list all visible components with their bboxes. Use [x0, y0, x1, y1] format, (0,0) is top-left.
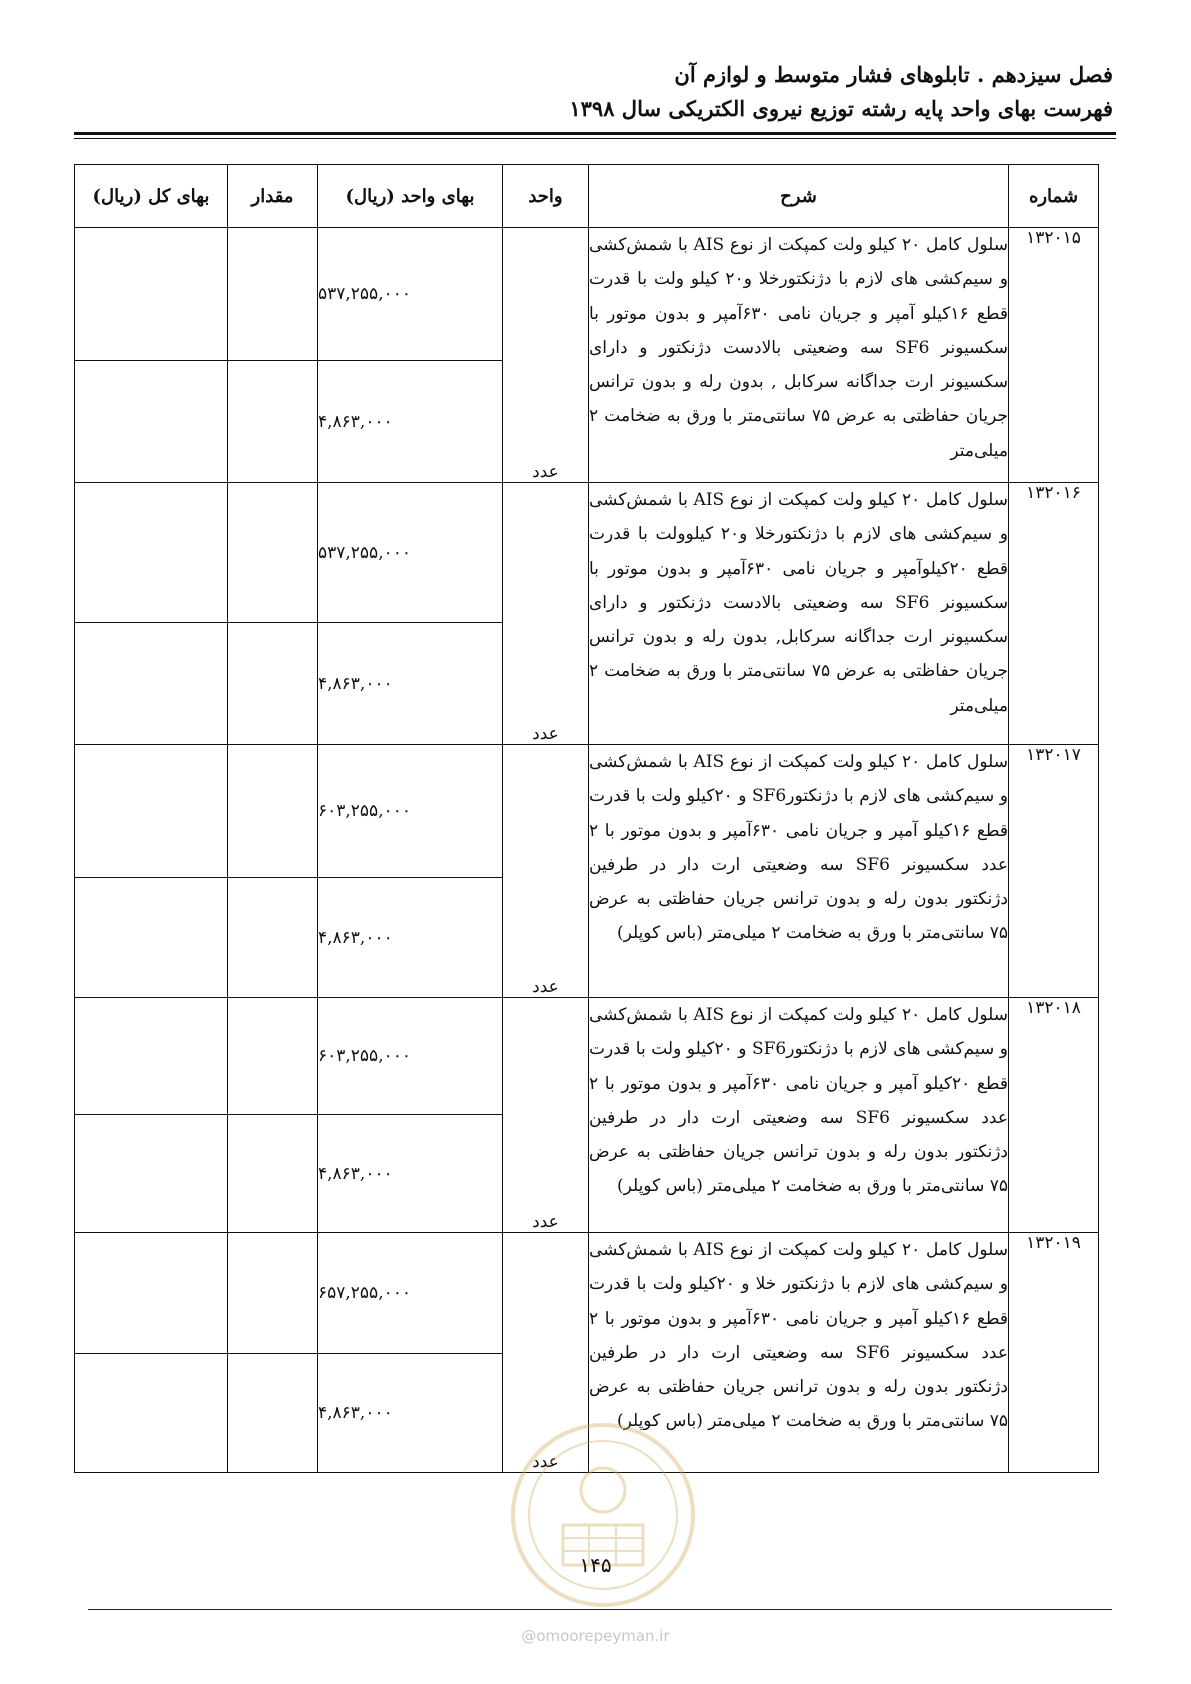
quantity-cell [228, 228, 318, 361]
table-row [75, 483, 1099, 623]
chapter-title: فصل سیزدهم . تابلوهای فشار متوسط و لوازم آن [674, 62, 1113, 87]
total-price-cell [75, 878, 228, 998]
table-row [75, 1233, 1099, 1354]
quantity-cell [228, 361, 318, 483]
footer-rule [88, 1609, 1112, 1610]
page-header [83, 58, 1113, 126]
header-rule-thin [74, 138, 1116, 139]
item-description: سلول کامل ۲۰ کیلو ولت کمپکت از نوع AIS با شمش‌کشی و سیم‌کشی های لازم با دژنکتور خلا و ۲۰کیلو ولت با قدرت قطع ۱۶کیلو آمپر و جریان نامی ۶۳۰آمپر و بدون موتور با ۲ عدد سکسیونر SF6 سه وضعیتی ارت دار در طرفین دژنکتور بدون رله و بدون ترانس جریان حفاظتی به عرض ۷۵ سانتی‌متر با ورق به ضخامت ۲ میلی‌متر (باس کوپلر) [589, 1233, 1009, 1473]
header-number: شماره [1009, 165, 1099, 228]
header-quantity: مقدار [228, 165, 318, 228]
unit-price-1: ۶۰۳,۲۵۵,۰۰۰ [318, 998, 503, 1115]
total-price-cell [75, 1354, 228, 1473]
item-number: ۱۳۲۰۱۵ [1009, 228, 1099, 483]
table-row [75, 998, 1099, 1115]
item-unit: عدد [503, 228, 589, 483]
item-number: ۱۳۲۰۱۹ [1009, 1233, 1099, 1473]
table-header-row [75, 165, 1099, 228]
quantity-cell [228, 878, 318, 998]
item-description: سلول کامل ۲۰ کیلو ولت کمپکت از نوع AIS با شمش‌کشی و سیم‌کشی های لازم با دژنکتورخلا و۲۰ کیلو ولت با قدرت قطع ۱۶کیلو آمپر و جریان نامی ۶۳۰آمپر و بدون موتور با سکسیونر SF6 سه وضعیتی بالادست دژنکتور و دارای سکسیونر ارت جداگانه سرکابل , بدون رله و بدون ترانس جریان حفاظتی به عرض ۷۵ سانتی‌متر با ورق به ضخامت ۲ میلی‌متر [589, 228, 1009, 483]
total-price-cell [75, 1233, 228, 1354]
item-description: سلول کامل ۲۰ کیلو ولت کمپکت از نوع AIS با شمش‌کشی و سیم‌کشی های لازم با دژنکتورSF6 و ۲۰کیلو ولت با قدرت قطع ۱۶کیلو آمپر و جریان نامی ۶۳۰آمپر و بدون موتور با ۲ عدد سکسیونر SF6 سه وضعیتی ارت دار در طرفین دژنکتور بدون رله و بدون ترانس جریان حفاظتی به عرض ۷۵ سانتی‌متر با ورق به ضخامت ۲ میلی‌متر (باس کوپلر) [589, 745, 1009, 998]
header-description: شرح [589, 165, 1009, 228]
total-price-cell [75, 745, 228, 878]
quantity-cell [228, 623, 318, 745]
seal-watermark [508, 1420, 698, 1610]
total-price-cell [75, 623, 228, 745]
table-row [75, 228, 1099, 361]
unit-price-1: ۵۳۷,۲۵۵,۰۰۰ [318, 483, 503, 623]
header-rule-thick [74, 132, 1116, 135]
item-number: ۱۳۲۰۱۶ [1009, 483, 1099, 745]
table-row [75, 745, 1099, 878]
item-number: ۱۳۲۰۱۸ [1009, 998, 1099, 1233]
total-price-cell [75, 361, 228, 483]
price-list-table [74, 164, 1099, 1473]
unit-price-1: ۶۵۷,۲۵۵,۰۰۰ [318, 1233, 503, 1354]
quantity-cell [228, 483, 318, 623]
item-description: سلول کامل ۲۰ کیلو ولت کمپکت از نوع AIS با شمش‌کشی و سیم‌کشی های لازم با دژنکتورخلا و۲۰ کیلوولت با قدرت قطع ۲۰کیلوآمپر و جریان نامی ۶۳۰آمپر و بدون موتور با سکسیونر SF6 سه وضعیتی بالادست دژنکتور و دارای سکسیونر ارت جداگانه سرکابل, بدون رله و بدون ترانس جریان حفاظتی به عرض ۷۵ سانتی‌متر با ورق به ضخامت ۲ میلی‌متر [589, 483, 1009, 745]
quantity-cell [228, 1233, 318, 1354]
total-price-cell [75, 483, 228, 623]
item-unit: عدد [503, 998, 589, 1233]
unit-price-2: ۴,۸۶۳,۰۰۰ [318, 361, 503, 483]
quantity-cell [228, 745, 318, 878]
total-price-cell [75, 228, 228, 361]
unit-price-2: ۴,۸۶۳,۰۰۰ [318, 878, 503, 998]
header-unit: واحد [503, 165, 589, 228]
item-unit: عدد [503, 483, 589, 745]
item-number: ۱۳۲۰۱۷ [1009, 745, 1099, 998]
total-price-cell [75, 998, 228, 1115]
quantity-cell [228, 1354, 318, 1473]
quantity-cell [228, 1115, 318, 1233]
unit-price-1: ۶۰۳,۲۵۵,۰۰۰ [318, 745, 503, 878]
item-description: سلول کامل ۲۰ کیلو ولت کمپکت از نوع AIS با شمش‌کشی و سیم‌کشی های لازم با دژنکتورSF6 و ۲۰کیلو ولت با قدرت قطع ۲۰کیلو آمپر و جریان نامی ۶۳۰آمپر و بدون موتور با ۲ عدد سکسیونر SF6 سه وضعیتی ارت دار در طرفین دژنکتور بدون رله و بدون ترانس جریان حفاظتی به عرض ۷۵ سانتی‌متر با ورق به ضخامت ۲ میلی‌متر (باس کوپلر) [589, 998, 1009, 1233]
page-number: ۱۴۵ [579, 1553, 612, 1577]
header-unit-price: بهای واحد (ریال) [318, 165, 503, 228]
item-unit: عدد [503, 1233, 589, 1473]
header-total-price: بهای کل (ریال) [75, 165, 228, 228]
quantity-cell [228, 998, 318, 1115]
item-unit: عدد [503, 745, 589, 998]
unit-price-1: ۵۳۷,۲۵۵,۰۰۰ [318, 228, 503, 361]
unit-price-2: ۴,۸۶۳,۰۰۰ [318, 1354, 503, 1473]
unit-price-2: ۴,۸۶۳,۰۰۰ [318, 623, 503, 745]
website-watermark: @omoorepeyman.ir [521, 1627, 670, 1645]
document-subtitle: فهرست بهای واحد پایه رشته توزیع نیروی الکتریکی سال ۱۳۹۸ [569, 96, 1113, 121]
unit-price-2: ۴,۸۶۳,۰۰۰ [318, 1115, 503, 1233]
total-price-cell [75, 1115, 228, 1233]
